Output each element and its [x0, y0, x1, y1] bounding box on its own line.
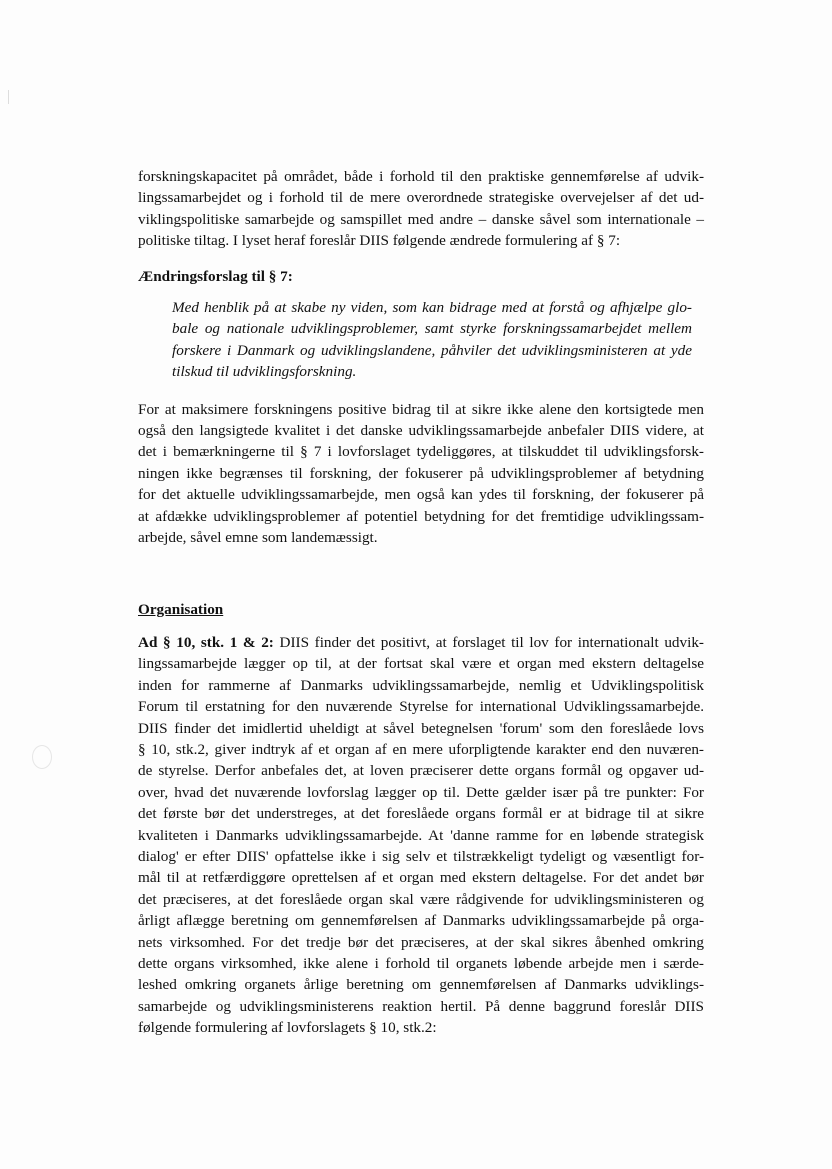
text-line: dette organs virksomhed, ikke alene i forhold til organets løbende arbejde men i særde- — [138, 955, 704, 972]
quote-line: bale og nationale udviklingsproblemer, samt styrke forskningssamarbejdet mellem — [172, 320, 692, 338]
text-line: arbejde, såvel emne som landemæssigt. — [138, 529, 378, 547]
paragraph-lead: Ad § 10, stk. 1 & 2: — [138, 633, 274, 651]
section-title-organisation: Organisation — [138, 600, 224, 618]
document-body — [138, 166, 704, 1053]
text-line: over, hvad det nuværende lovforslag lægger op til. Dette gælder især på tre punkter: For — [138, 783, 704, 801]
paragraph-capacity — [138, 166, 704, 252]
text-line: politiske tiltag. I lyset heraf foreslår DIIS følgende ændrede formulering af § 7: — [138, 232, 621, 250]
text-line: det i bemærkningerne til § 7 i lovforslaget tydeliggøres, at tilskuddet til udviklingsforsk- — [138, 443, 704, 461]
text-line: årligt aflægge beretning om gennemførelsen af Danmarks udviklingssamarbejde på orga- — [138, 912, 704, 930]
punch-hole-mark — [32, 745, 52, 769]
text-line: dialog' er efter DIIS' opfattelse ikke i sig selv et tilstrækkeligt tydeligt og væsentligt for- — [138, 847, 704, 865]
text-line: samarbejde og udviklingsministerens reaktion hertil. På denne baggrund foreslår DIIS — [138, 997, 704, 1015]
amendment-quote — [172, 297, 692, 383]
text-line: at afdække udviklingsproblemer af potentiel betydning for det fremtidige udviklingssam- — [138, 507, 704, 525]
quote-line: forskere i Danmark og udviklingslandene, påhviler det udviklingsministeren at yde — [172, 341, 692, 359]
text-line: lingssamarbejde lægger op til, at der fortsat skal være et organ med ekstern deltagelse — [138, 655, 704, 673]
lead-line-rest: DIIS finder det positivt, at forslaget til lov for internationalt udvik- — [273, 633, 704, 651]
text-line: nets virksomhed. For det tredje bør det præciseres, at der skal sikres åbenhed omkring — [138, 933, 704, 951]
text-line: følgende formulering af lovforslagets § 10, stk.2: — [138, 1019, 437, 1037]
text-line: det præciseres, at det foreslåede organ skal være rådgivende for udviklingsministeren og — [138, 890, 704, 908]
text-line: de styrelse. Derfor anbefales det, at loven præciserer dette organs formål og opgaver ud- — [138, 762, 704, 780]
amendment-heading: Ændringsforslag til § 7: — [138, 267, 293, 285]
text-line: For at maksimere forskningens positive bidrag til at sikre ikke alene den kortsigtede men — [138, 400, 704, 418]
quote-line: tilskud til udviklingsforskning. — [172, 363, 357, 381]
text-line: DIIS finder det imidlertid uheldigt at såvel betegnelsen 'forum' som den foreslåede lovs — [138, 719, 704, 737]
text-line: viklingspolitiske samarbejde og samspillet med andre – danske såvel som internationale – — [138, 210, 704, 228]
text-line: mål til at retfærdiggøre oprettelsen af et organ med ekstern deltagelse. For det andet bør — [138, 869, 704, 887]
text-line: inden for rammerne af Danmarks udviklingssamarbejde, nemlig et Udviklingspolitisk — [138, 676, 704, 694]
text-line: også den langsigtede kvalitet i det danske udviklingssamarbejde anbefaler DIIS videre, at — [138, 422, 704, 440]
text-line: for det aktuelle udviklingssamarbejde, men også kan ydes til forskning, der fokuserer på — [138, 486, 704, 504]
text-line: kvaliteten i Danmarks udviklingssamarbejde. At 'danne ramme for en løbende strategisk — [138, 826, 704, 844]
text-line: lingssamarbejdet og i forhold til de mere overordnede strategiske overvejelser af det ud- — [138, 189, 704, 207]
quote-line: Med henblik på at skabe ny viden, som kan bidrage med at forstå og afhjælpe glo- — [172, 299, 692, 317]
paragraph-section-10 — [138, 632, 704, 1039]
text-line: leshed omkring organets årlige beretning om gennemførelsen af Danmarks udviklings- — [138, 976, 704, 994]
text-line: det første bør det understreges, at det foreslåede organs formål er at bidrage til at sikre — [138, 805, 704, 823]
text-line: forskningskapacitet på området, både i forhold til den praktiske gennemførelse af udvik- — [138, 168, 704, 185]
text-line: § 10, stk.2, giver indtryk af et organ af en mere uforpligtende karakter end den nuværen- — [138, 740, 704, 758]
text-line: Forum til erstatning for den nuværende Styrelse for international Udviklingssamarbejde. — [138, 698, 704, 716]
paragraph-research-contribution — [138, 399, 704, 549]
scan-edge-mark — [8, 90, 9, 104]
text-line — [138, 632, 704, 653]
text-line: ningen ikke begrænses til forskning, der fokuserer på udviklingsproblemer af betydning — [138, 464, 704, 482]
